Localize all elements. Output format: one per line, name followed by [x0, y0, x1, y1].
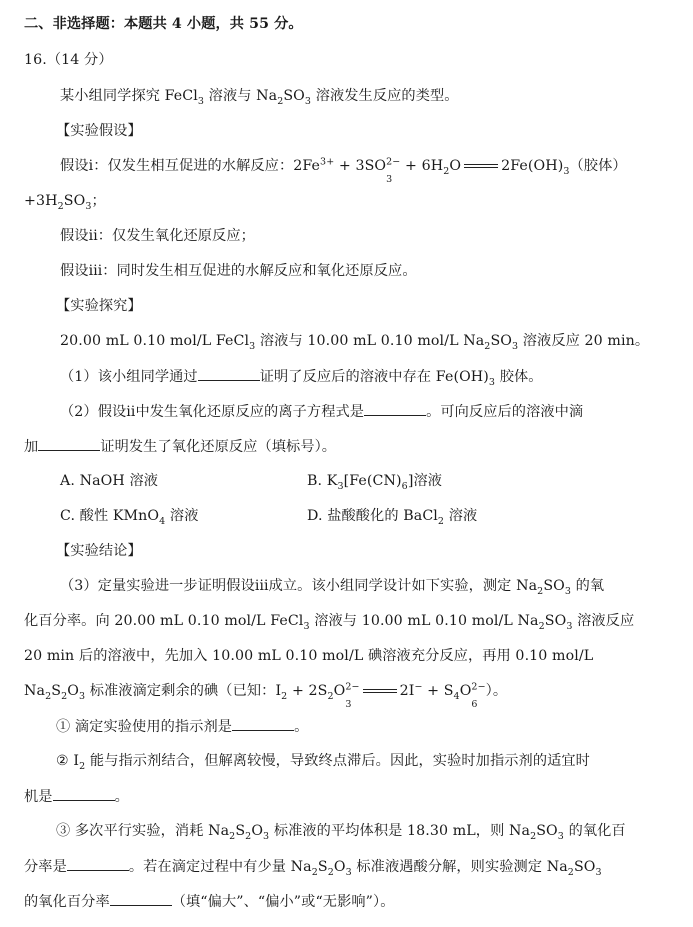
- answer-blank-1[interactable]: [198, 366, 260, 381]
- answer-blank-3[interactable]: [38, 436, 100, 451]
- subquestion-3-line-2: 分率是 。若在滴定过程中有少量 $Na_2S_2O_3$ 标准液遇酸分解，则实验测定 $Na_2SO_3$: [24, 856, 602, 877]
- hypothesis-3: 假设ⅲ：同时发生相互促进的水解反应和氧化还原反应。: [60, 263, 417, 279]
- hypothesis-1: 假设ⅰ：仅发生相互促进的水解反应：$2Fe^{3+} + 3SO^{2-}$ 3 + $6H_2O$ $2Fe(OH)_3$（胶体）: [60, 156, 627, 185]
- hypothesis-2: 假设ⅱ：仅发生氧化还原反应；: [60, 228, 255, 244]
- answer-blank-4[interactable]: [232, 716, 294, 731]
- subquestion-2-line-1: ② $I_2$ 能与指示剂结合，但解离较慢，导致终点滞后。因此，实验时加指示剂的适宜时: [56, 753, 590, 772]
- question-3-line-2: 化百分率。向 20.00 mL 0.10 mol/L FeCl$_3$ 溶液与 10.00 mL 0.10 mol/L $Na_2SO_3$ 溶液反应: [24, 613, 635, 632]
- answer-blank-5[interactable]: [53, 786, 115, 801]
- question-1: （1）该小组同学通过 证明了反应后的溶液中存在 $Fe(OH)_3$ 胶体。: [60, 366, 543, 387]
- hypothesis-1-continued: $+3H_2SO_3$；: [24, 193, 106, 212]
- question-3-line-1: （3）定量实验进一步证明假设ⅲ成立。该小组同学设计如下实验，测定 $Na_2SO_3$ 的氧: [60, 578, 605, 597]
- equilibrium-arrow-icon: [464, 162, 498, 170]
- answer-blank-2[interactable]: [364, 401, 426, 416]
- option-d: D. 盐酸酸化的 BaCl$_2$ 溶液: [307, 508, 478, 527]
- question-3-line-4: $Na_2S_2O_3$ 标准液滴定剩余的碘（已知：$I_2 + 2S_2O^{2-}$ 3 $2I^- + S_4O^{2-}$ 6 ）。: [24, 681, 508, 710]
- question-number: 16.（14 分）: [24, 52, 113, 68]
- question-3-line-3: 20 min 后的溶液中，先加入 10.00 mL 0.10 mol/L 碘溶液充分反应，再用 0.10 mol/L: [24, 648, 594, 664]
- answer-blank-6[interactable]: [67, 856, 129, 871]
- heading-conclusion: 【实验结论】: [56, 543, 142, 559]
- heading-hypothesis: 【实验假设】: [56, 123, 142, 139]
- option-a: A. NaOH 溶液: [60, 473, 159, 489]
- subquestion-1: ① 滴定实验使用的指示剂是 。: [56, 716, 308, 737]
- option-c: C. 酸性 KMnO$_4$ 溶液: [60, 508, 199, 527]
- explore-text: 20.00 mL 0.10 mol/L FeCl$_3$ 溶液与 10.00 mL 0.10 mol/L $Na_2SO_3$ 溶液反应 20 min。: [60, 333, 650, 352]
- question-2-line-1: （2）假设ⅱ中发生氧化还原反应的离子方程式是 。可向反应后的溶液中滴: [60, 401, 583, 422]
- section-title: 二、非选择题：本题共 4 小题，共 55 分。: [24, 16, 303, 32]
- question-intro: 某小组同学探究 FeCl$_3$ 溶液与 $Na_2SO_3$ 溶液发生反应的类型。: [60, 88, 459, 107]
- subquestion-2-line-2: 机是 。: [24, 786, 129, 807]
- subquestion-3-line-1: ③ 多次平行实验，消耗 $Na_2S_2O_3$ 标准液的平均体积是 18.30 mL，则 $Na_2SO_3$ 的氧化百: [56, 823, 626, 842]
- equals-arrow-icon: [363, 687, 397, 695]
- option-b: B. $K_3[Fe(CN)_6]$溶液: [307, 473, 443, 492]
- answer-blank-7[interactable]: [110, 891, 172, 906]
- heading-explore: 【实验探究】: [56, 298, 142, 314]
- question-2-line-2: 加 证明发生了氧化还原反应（填标号）。: [24, 436, 336, 457]
- subquestion-3-line-3: 的氧化百分率 （填“偏大”、“偏小”或“无影响”）。: [24, 891, 395, 912]
